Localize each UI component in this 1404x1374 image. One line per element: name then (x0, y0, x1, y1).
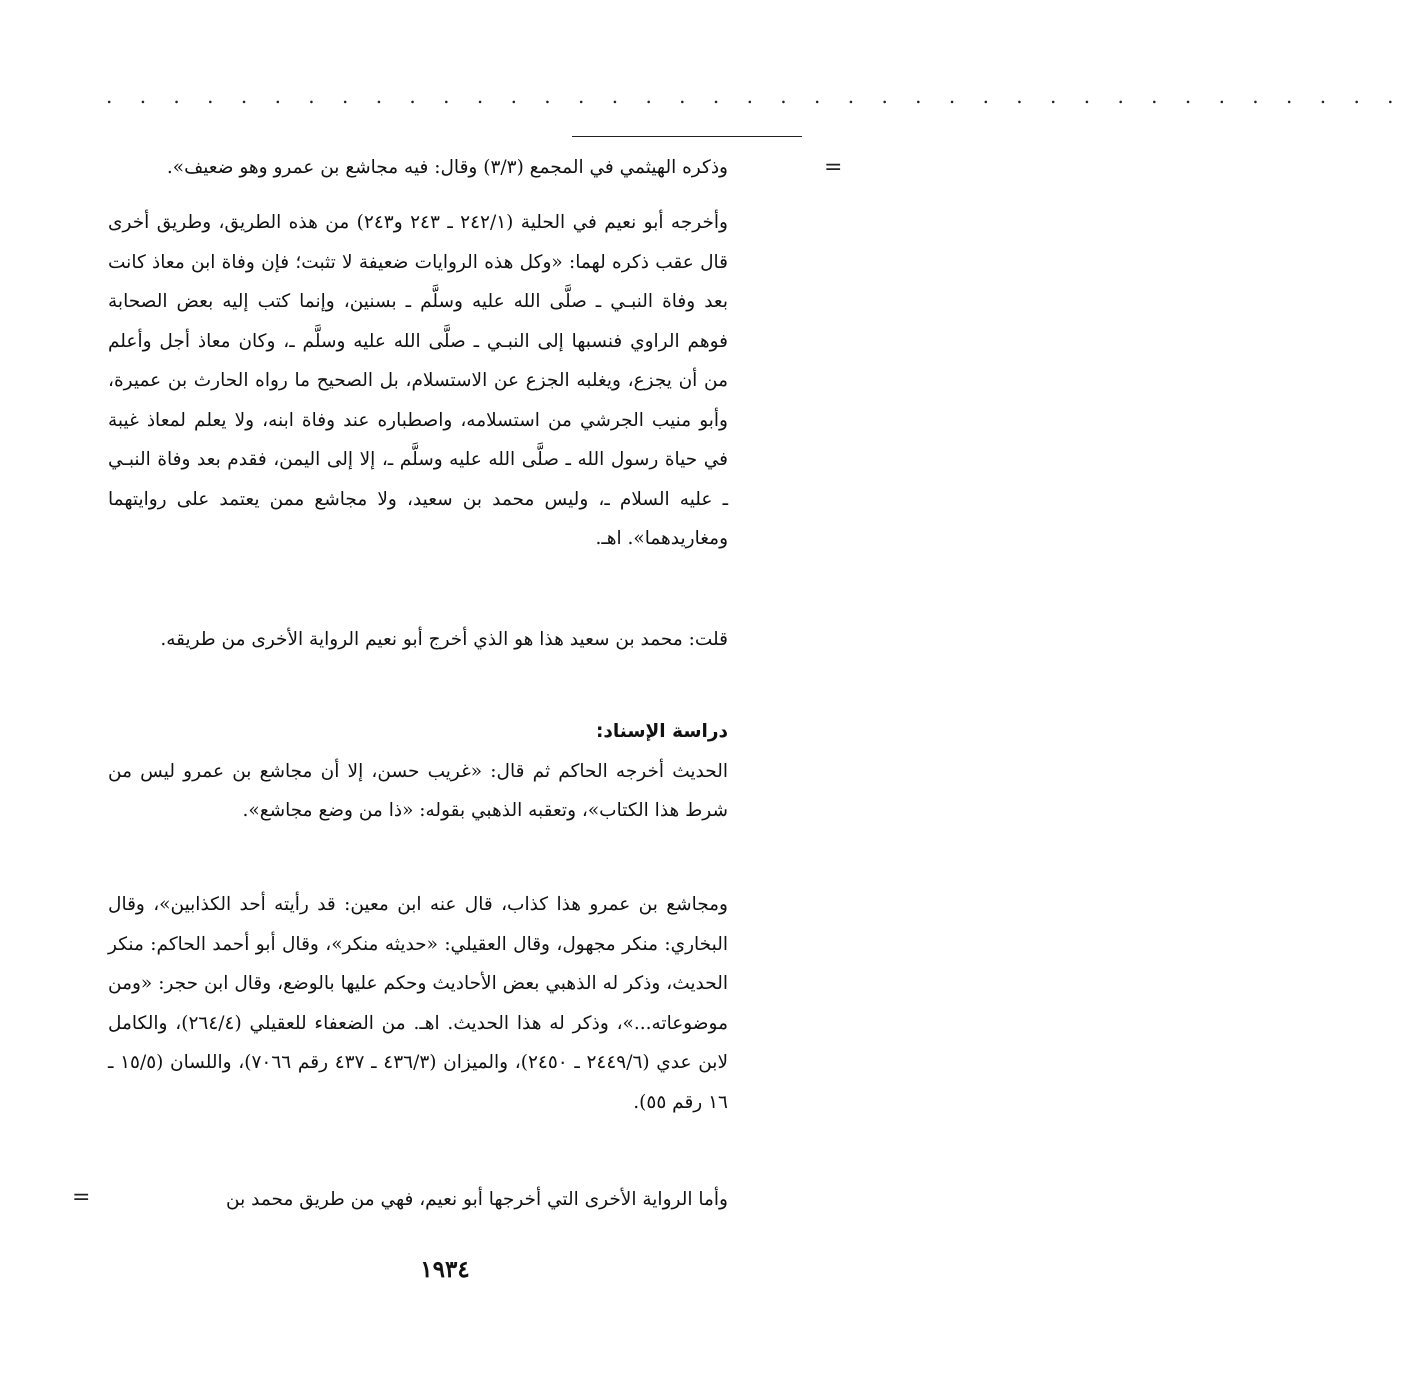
paragraph-6: وأما الرواية الأخرى التي أخرجها أبو نعيم، فهي من طريق محمد بن (226, 1189, 728, 1210)
page-number: ١٩٣٤ (420, 1256, 470, 1283)
paragraph-2-block (108, 203, 728, 559)
footnote-rule (572, 136, 802, 137)
paragraph-3-block (108, 620, 728, 660)
separator-dots: . . . . . . . . . . . . . . . . . . . . . . . . . . . . . . . . . . . . . . . (106, 84, 1404, 108)
paragraph-4: الحديث أخرجه الحاكم ثم قال: «غريب حسن، إلا أن مجاشع بن عمرو ليس من شرط هذا الكتاب»، وتعقبه الذهبي بقوله: «ذا من وضع مجاشع». (108, 760, 728, 821)
section-heading: دراسة الإسناد: (595, 721, 728, 742)
section-block (108, 712, 728, 831)
paragraph-1: وذكره الهيثمي في المجمع (٣/٣) وقال: فيه مجاشع بن عمرو وهو ضعيف». (166, 157, 728, 178)
paragraph-3: قلت: محمد بن سعيد هذا هو الذي أخرج أبو نعيم الرواية الأخرى من طريقه. (160, 629, 728, 650)
paragraph-2: وأخرجه أبو نعيم في الحلية (٢٤٢/١ ـ ٢٤٣ و٢٤٣) من هذه الطريق، وطريق أخرى قال عقب ذكره لهما: «وكل هذه الروايات ضعيفة لا تثبت؛ فإن وفاة ابن معاذ كانت بعد وفاة النبـي ـ صلَّى الله عليه وسلَّم ـ بسنين، وإنما كتب إليه بعض الصحابة فوهم الراوي فنسبها إلى النبـي ـ صلَّى الله عليه وسلَّم ـ، وكان معاذ أجل وأعلم من أن يجزع، ويغلبه الجزع عن الاستسلام، بل الصحيح ما رواه الحارث بن عميرة، وأبو منيب الجرشي من استسلامه، واصطباره عند وفاة ابنه، ولا يعلم لمعاذ غيبة في حياة رسول الله ـ صلَّى الله عليه وسلَّم ـ، إلا إلى اليمن، فقدم بعد وفاة النبـي ـ عليه السلام ـ، وليس محمد بن سعيد، ولا مجاشع ممن يعتمد على روايتهما ومغاريدهما». اهـ. (108, 212, 728, 549)
paragraph-1-block (108, 148, 728, 188)
paragraph-5-block (108, 885, 728, 1122)
paragraph-5: ومجاشع بن عمرو هذا كذاب، قال عنه ابن معين: قد رأيته أحد الكذابين»، وقال البخاري: منكر مجهول، وقال العقيلي: «حديثه منكر»، وقال أبو أحمد الحاكم: منكر الحديث، وذكر له الذهبي بعض الأحاديث وحكم عليها بالوضع، وقال ابن حجر: «ومن موضوعاته...»، وذكر له هذا الحديث. اهـ. من الضعفاء للعقيلي (٢٦٤/٤)، والكامل لابن عدي (٢٤٤٩/٦ ـ ٢٤٥٠)، والميزان (٤٣٦/٣ ـ ٤٣٧ رقم ٧٠٦٦)، واللسان (١٥/٥ ـ ١٦ رقم ٥٥). (108, 894, 728, 1113)
continuation-mark-top: = (824, 155, 843, 180)
continuation-mark-bottom: = (72, 1185, 91, 1210)
paragraph-6-block (108, 1180, 728, 1220)
